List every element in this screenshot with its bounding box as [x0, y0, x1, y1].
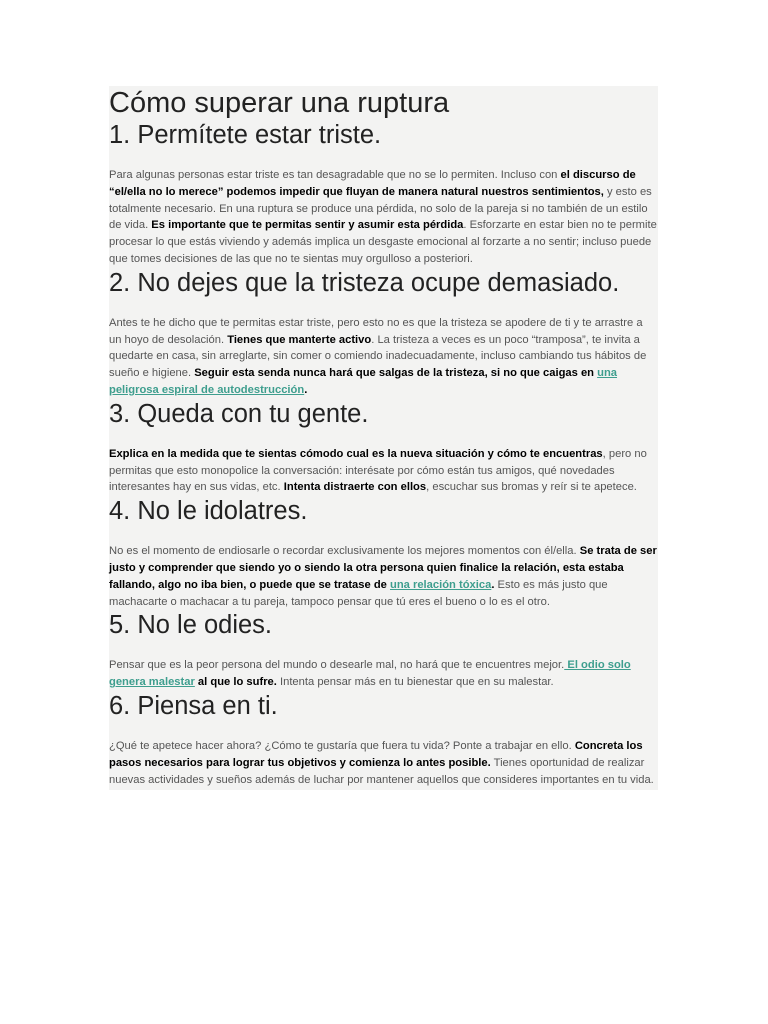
section-paragraph-3 [109, 446, 658, 496]
body-text: Para algunas personas estar triste es tan desagradable que no se lo permiten. Incluso con [109, 169, 561, 181]
body-text: , pero no permitas que esto monopolice la conversación: interésate por cómo están tus amigos, qué novedades interesantes hay en sus vidas, etc. [109, 447, 647, 494]
inline-link[interactable]: El odio solo genera malestar [109, 659, 631, 689]
bold-text: Tienes que manterte activo [227, 333, 372, 346]
bold-text: Se trata de ser justo y comprender que siendo yo o siendo la otra persona quien finalice la relación, esta estaba fallando, algo no iba bien, o puede que se tratase de [109, 545, 657, 591]
bold-text: Concreta los pasos necesarios para lograr tus objetivos y comienza lo antes posible. [109, 739, 643, 769]
section-paragraph-4 [109, 543, 658, 610]
inline-link[interactable]: una relación tóxica [389, 578, 492, 591]
body-text: y esto es totalmente necesario. En una ruptura se produce una pérdida, no solo de la pareja si no también de un estilo de vida. [109, 185, 652, 232]
section-heading-4: 4. No le idolatres. [109, 497, 308, 526]
section-paragraph-5 [109, 657, 658, 691]
body-text: . La tristeza a veces es un poco “tramposa”, te invita a quedarte en casa, sin arreglarte, sin comer o comiendo inadecuadamente, incluso cambiando tus hábitos de sueño e higiene. [109, 333, 647, 380]
bold-text: Es importante que te permitas sentir y asumir esta pérdida [151, 219, 464, 232]
section-paragraph-2 [109, 315, 658, 399]
section-heading-5: 5. No le odies. [109, 611, 273, 640]
section-heading-1: 1. Permítete estar triste. [109, 121, 382, 149]
section-paragraph-6 [109, 738, 658, 788]
body-text: No es el momento de endiosarle o recordar exclusivamente los mejores momentos con él/ella. [109, 545, 580, 558]
bold-text: Intenta distraerte con ellos [283, 481, 427, 494]
page-title: Cómo superar una ruptura [109, 87, 450, 119]
body-text: Tienes oportunidad de realizar nuevas actividades y sueños además de luchar por mantener aquellos que consideres importantes en tu vida. [109, 756, 654, 786]
bold-text: Seguir esta senda nunca hará que salgas de la tristeza, si no que caigas en [194, 367, 598, 380]
sections-container [109, 120, 658, 788]
bold-text: . [491, 578, 495, 591]
body-text: , escuchar sus bromas y reír si te apetece. [426, 481, 637, 494]
inline-link[interactable]: una peligrosa espiral de autodestrucción [109, 367, 618, 396]
bold-text: al que lo sufre. [194, 676, 277, 689]
section-heading-6: 6. Piensa en ti. [109, 691, 278, 720]
body-text: Pensar que es la peor persona del mundo o desearle mal, no hará que te encuentres mejor. [109, 659, 565, 672]
body-text: Esto es más justo que machacarte o machacar a tu pareja, tampoco pensar que tú eres el bueno o lo es el otro. [109, 578, 608, 608]
section-paragraph-1 [109, 167, 658, 268]
article [109, 86, 658, 790]
body-text: . Esforzarte en estar bien no te permite procesar lo que estás viviendo y además implica un desgaste emocional al forzarte a no sentir; incluso puede que tomes decisiones de las que no te sientas muy orgulloso a posteriori. [109, 219, 657, 265]
section-heading-3: 3. Queda con tu gente. [109, 399, 369, 428]
bold-text: . [304, 383, 308, 396]
bold-text: el discurso de “el/ella no lo merece” podemos impedir que fluyan de manera natural nuestros sentimientos, [109, 169, 636, 198]
section-heading-2: 2. No dejes que la tristeza ocupe demasiado. [109, 268, 620, 297]
body-text: Antes te he dicho que te permitas estar triste, pero esto no es que la tristeza se apodere de ti y te arrastre a un hoyo de desolación. [109, 316, 643, 346]
bold-text: Explica en la medida que te sientas cómodo cual es la nueva situación y cómo te encuentras [109, 447, 603, 460]
body-text: Intenta pensar más en tu bienestar que en su malestar. [276, 676, 554, 689]
body-text: ¿Qué te apetece hacer ahora? ¿Cómo te gustaría que fuera tu vida? Ponte a trabajar en ello. [109, 739, 575, 752]
